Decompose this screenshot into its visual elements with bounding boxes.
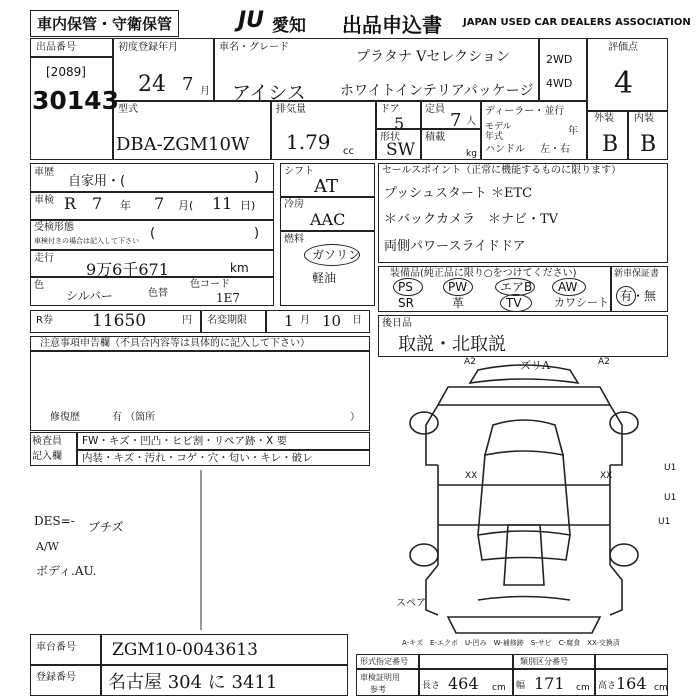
receive-label: 受検形態 (34, 222, 74, 233)
warranty-circle (616, 286, 636, 306)
load-label: 積載 (425, 132, 445, 143)
capacity-unit: 人 (466, 116, 476, 127)
chassis-value: ZGM10-0043613 (112, 640, 258, 660)
model-label: 型式 (118, 104, 138, 115)
doors-label: ドア (380, 104, 400, 115)
equip-seat: カワシート (554, 296, 609, 309)
car-grade-line2: ホワイトインテリアパッケージ (340, 83, 534, 99)
mark-xx-right: XX (600, 471, 613, 481)
height-value: 164 (616, 674, 647, 693)
inspector-row-1: FW・キズ・凹凸・ヒビ割・リペア跡・X 要 (82, 435, 288, 447)
equip-leather: 革 (452, 296, 465, 310)
registration-month: 7 (182, 74, 194, 95)
mark-u1-c: U1 (658, 517, 671, 527)
mark-a2-right: A2 (598, 357, 610, 367)
inspector-label-1: 検査員 (32, 436, 62, 447)
registration-month-unit: 月 (200, 86, 210, 97)
storage-note: 車内保管・守衛保管 (30, 10, 179, 37)
spare-label: スペア (396, 598, 426, 609)
recycle-value: 11650 (92, 311, 147, 331)
hand-note-2: A/W (36, 540, 59, 553)
dealer-label: ディーラー・並行 (485, 106, 565, 117)
mark-u1-a: U1 (664, 463, 677, 473)
height-label: 高さ (598, 681, 617, 691)
mileage-label: 走行 (34, 253, 54, 264)
selling-point-3: 両側パワースライドドア (384, 239, 526, 254)
equip-circle-ps (393, 278, 423, 296)
length-label: 長さ (422, 681, 441, 691)
handle-options: 左・右 (540, 144, 570, 155)
color-value: シルバー (66, 289, 113, 303)
equip-pw: PW (448, 280, 468, 294)
lot-label: 出品番号 (36, 42, 76, 53)
displacement-unit: cc (343, 146, 354, 157)
mark-a1-top: ズリA (520, 359, 550, 372)
form-number-label: 形式指定番号 (360, 657, 408, 666)
equip-sr: SR (398, 296, 414, 310)
capacity-label: 定員 (425, 104, 445, 115)
mark-a2-left: A2 (464, 357, 476, 367)
load-unit: kg (466, 149, 477, 159)
lot-sub-number: [2089] (46, 65, 86, 79)
car-name: アイシス (232, 82, 306, 104)
model-year-label: モデル (485, 122, 512, 132)
aftermarket-value: 取説・北取説 (398, 334, 506, 355)
registration-year: 24 (138, 72, 166, 97)
color-change-label: 色替 (148, 288, 168, 299)
inspection-month: 7 (154, 194, 165, 213)
history-label: 車歴 (34, 167, 54, 178)
aftermarket-label: 後日品 (382, 318, 412, 329)
selling-point-1: プッシュスタート ＊ETC (384, 186, 533, 201)
equip-circle-aw (552, 278, 586, 296)
ac-value: AAC (310, 210, 346, 229)
model-year-label-b: 年式 (485, 132, 504, 142)
car-name-label: 車名・グレード (219, 42, 289, 53)
hand-note-1: DES=- (34, 514, 75, 528)
inspector-row-2: 内装・キズ・汚れ・コゲ・穴・匂い・キレ・破レ (82, 452, 313, 464)
name-change-day: 10 (322, 312, 342, 330)
inspector-label-2: 記入欄 (32, 451, 62, 462)
equip-tv: TV (506, 296, 522, 310)
drive-2wd: 2WD (546, 53, 573, 66)
mileage-unit: km (230, 261, 249, 275)
plate-value: 名古屋 304 に 3411 (108, 672, 278, 693)
drive-4wd: 4WD (546, 77, 573, 90)
rating-value: 4 (614, 66, 634, 101)
width-value: 171 (534, 674, 565, 693)
org-name: 愛知 (272, 16, 306, 36)
shift-label: シフト (284, 166, 314, 177)
mark-u1-b: U1 (664, 493, 677, 503)
mark-xx-left: XX (465, 471, 478, 481)
form-title: 出品申込書 (342, 13, 442, 37)
ref-label: 参考 (370, 685, 386, 694)
color-code-label: 色コード (190, 279, 230, 290)
fuel-selected-circle (304, 244, 360, 266)
ju-logo: JU (238, 8, 265, 33)
hand-note-3: ボディ.AU. (36, 564, 97, 578)
handle-label: ハンドル (485, 144, 525, 155)
plate-label: 登録番号 (36, 672, 76, 683)
cert-label: 車検証明用 (360, 673, 400, 682)
model-value: DBA-ZGM10W (116, 134, 250, 155)
name-change-label: 名変期限 (207, 315, 247, 326)
mileage-value: 9万6千671 (86, 260, 169, 279)
equipment-label: 装備品(純正品に限り○をつけてください) (390, 268, 577, 279)
fuel-diesel: 軽油 (312, 271, 337, 285)
inspection-era: R (64, 194, 77, 213)
hand-note-1b: ブチズ (88, 520, 124, 534)
length-value: 464 (448, 674, 479, 693)
model-year-unit: 年 (568, 126, 578, 137)
equip-circle-tv (500, 294, 532, 312)
history-value: 自家用・( (68, 174, 126, 189)
interior-label: 内装 (634, 113, 654, 124)
displacement-value: 1.79 (286, 130, 331, 154)
color-label: 色 (34, 280, 44, 291)
receive-note: 車検付きの場合は記入して下さい (34, 237, 139, 245)
displacement-label: 排気量 (276, 104, 306, 115)
org-english: JAPAN USED CAR DEALERS ASSOCIATION (463, 17, 691, 28)
lot-number: 30143 (32, 86, 119, 115)
equip-circle-pw (443, 278, 473, 296)
warranty-options: 有・無 (620, 289, 657, 303)
selling-points-label: セールスポイント（正常に機能するものに限ります） (382, 165, 622, 176)
fuel-gasoline: ガソリン (312, 248, 361, 262)
inspection-day: 11 (212, 194, 233, 213)
chassis-label: 車台番号 (36, 642, 76, 653)
class-number-label: 類別区分番号 (520, 657, 568, 666)
name-change-month: 1 (284, 312, 294, 330)
damage-legend: A-キズ E-エクボ U-凹み W-補修跡 S-サビ C-腐食 XX-交換済 (402, 639, 620, 647)
shape-label: 形状 (380, 132, 400, 143)
fuel-label: 燃料 (284, 234, 304, 245)
doors-value: 5 (394, 114, 405, 133)
warranty-label: 新車保証書 (614, 269, 660, 279)
selling-point-2: ＊バックカメラ ＊ナビ・TV (384, 212, 559, 227)
interior-grade: B (640, 132, 657, 157)
ac-label: 冷房 (284, 199, 304, 210)
exterior-grade: B (602, 132, 619, 157)
capacity-value: 7 (450, 110, 462, 131)
shape-value: SW (386, 140, 416, 160)
car-grade-line1: プラタナ Vセレクション (356, 49, 510, 65)
rating-label: 評価点 (608, 42, 638, 53)
equip-aw: AW (558, 280, 578, 294)
width-label: 幅 (516, 681, 526, 691)
notes-label: 注意事項申告欄（不具合内容等は具体的に記入して下さい） (40, 338, 310, 349)
color-code-value: 1E7 (216, 291, 241, 305)
recycle-label: R券 (36, 315, 53, 326)
repair-value: 有 （箇所 (112, 412, 156, 423)
inspection-label: 車検 (34, 195, 54, 206)
equip-airbag: エアB (500, 280, 533, 294)
exterior-label: 外装 (594, 113, 614, 124)
repair-label: 修復歴 (50, 412, 80, 423)
shift-value: AT (314, 176, 339, 197)
equip-ps: PS (398, 280, 413, 294)
inspection-year: 7 (92, 194, 103, 213)
registration-label: 初度登録年月 (118, 42, 178, 53)
